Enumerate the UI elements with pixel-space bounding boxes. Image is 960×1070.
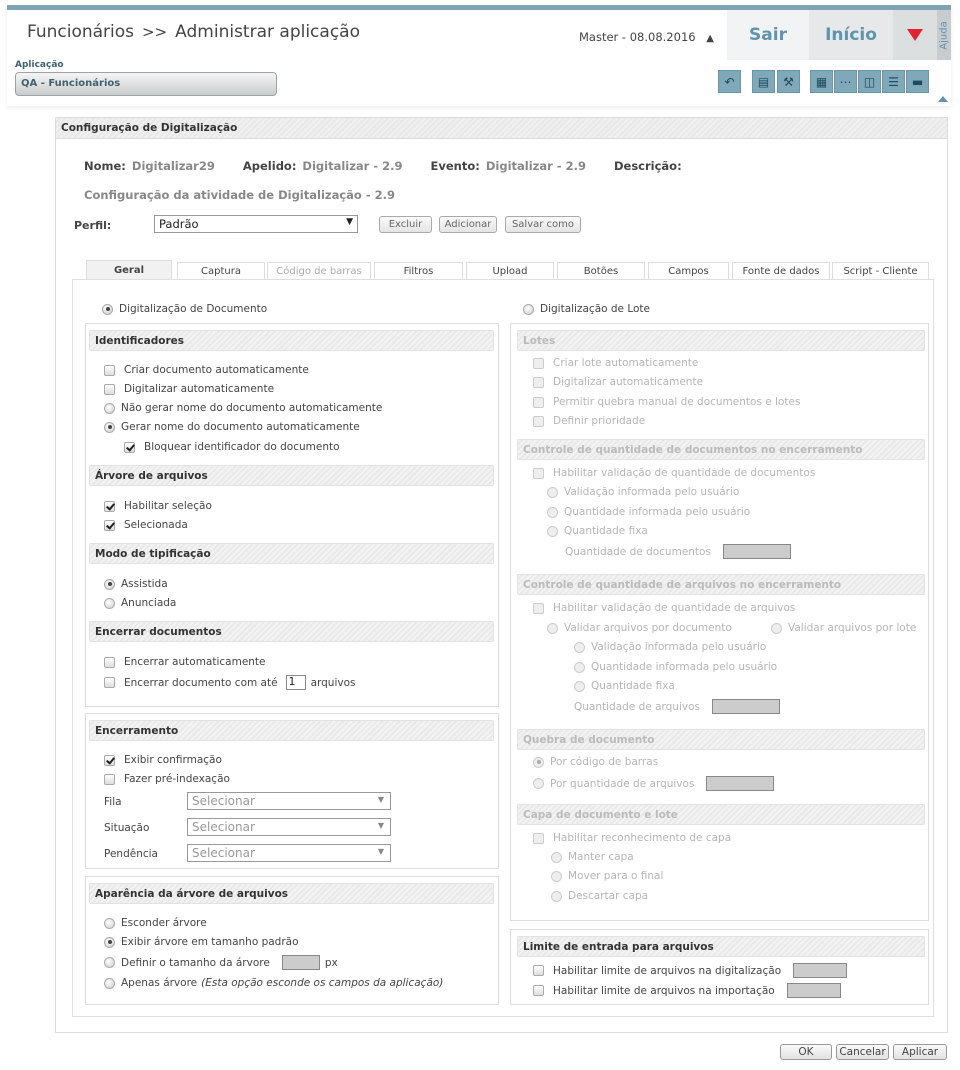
fila-select[interactable]: Selecionar ▼: [187, 792, 391, 810]
user-icon: ▲: [706, 33, 714, 44]
radio-arq-qtd-usuario[interactable]: Quantidade informada pelo usuário: [574, 661, 777, 673]
checkbox-criar-lote[interactable]: Criar lote automaticamente: [533, 357, 698, 369]
section-encerrar-documentos: Encerrar documentos: [89, 621, 494, 642]
radio-icon: [523, 304, 534, 315]
radio-manter-capa[interactable]: Manter capa: [551, 851, 634, 863]
tab-geral[interactable]: Geral: [86, 260, 172, 280]
fila-label: Fila: [104, 796, 122, 808]
chevron-down-icon: ▼: [377, 847, 384, 856]
radio-arq-qtd-fixa[interactable]: Quantidade fixa: [574, 680, 675, 692]
page-title: [27, 22, 360, 42]
radio-gerar-nome[interactable]: Gerar nome do documento automaticamente: [104, 421, 360, 433]
radio-anunciada[interactable]: Anunciada: [104, 597, 176, 609]
breadcrumb-page: Administrar aplicação: [175, 22, 360, 42]
application-bar: [7, 60, 951, 106]
checkbox-icon: [533, 416, 544, 427]
excluir-button[interactable]: Excluir: [379, 216, 432, 233]
checkbox-icon: [533, 603, 544, 614]
radio-icon: [547, 623, 558, 634]
checkbox-habilitar-selecao[interactable]: Habilitar seleção: [104, 500, 212, 512]
triangle-down-icon: [907, 29, 923, 41]
cancelar-button[interactable]: Cancelar: [836, 1044, 889, 1060]
checkbox-icon: [104, 365, 115, 376]
undo-icon[interactable]: ↶: [718, 70, 741, 93]
radio-icon: [574, 662, 585, 673]
radio-por-quantidade-arquivos[interactable]: Por quantidade de arquivos: [533, 776, 774, 791]
checkbox-pre-indexacao[interactable]: Fazer pré-indexação: [104, 773, 230, 785]
radio-icon: [547, 526, 558, 537]
radio-icon: [574, 681, 585, 692]
keyboard-icon[interactable]: ▬: [906, 70, 929, 93]
qtd-arquivos-field: Quantidade de arquivos: [574, 699, 780, 714]
checkbox-icon: [533, 985, 544, 996]
qtd-documentos-field: Quantidade de documentos: [565, 544, 791, 559]
checkbox-digitalizar-automaticamente[interactable]: Digitalizar automaticamente: [104, 383, 274, 395]
checkbox-definir-prioridade[interactable]: Definir prioridade: [533, 415, 645, 427]
descricao-value: Configuração da atividade de Digitalização - 2.9: [84, 188, 395, 202]
limite-entrada-group: [510, 929, 929, 1005]
evento-label: Evento:: [430, 159, 480, 173]
checkbox-icon: [533, 397, 544, 408]
checkbox-icon: [104, 657, 115, 668]
breadcrumb-separator: >>: [142, 23, 168, 41]
application-label: Aplicação: [15, 60, 64, 70]
pendencia-label: Pendência: [104, 848, 158, 860]
radio-nao-gerar-nome[interactable]: Não gerar nome do documento automaticamente: [104, 402, 382, 414]
checkbox-bloquear-identificador[interactable]: Bloquear identificador do documento: [124, 441, 340, 453]
section-controle-documentos: Controle de quantidade de documentos no encerramento: [517, 439, 925, 460]
tab-script-cliente[interactable]: Script - Cliente: [832, 262, 929, 279]
tab-botoes[interactable]: Botões: [557, 262, 645, 279]
section-aparencia-arvore: Aparência da árvore de arquivos: [89, 883, 494, 904]
radio-icon: [574, 642, 585, 653]
radio-selected-icon: [102, 304, 113, 315]
radio-validar-por-documento[interactable]: Validar arquivos por documento: [547, 622, 732, 634]
apelido-label: Apelido:: [242, 159, 297, 173]
radio-descartar-capa[interactable]: Descartar capa: [551, 890, 648, 902]
radio-icon: [547, 507, 558, 518]
radio-validar-por-lote[interactable]: Validar arquivos por lote: [771, 622, 916, 634]
perfil-value: Padrão: [159, 217, 199, 231]
section-controle-arquivos: Controle de quantidade de arquivos no encerramento: [517, 574, 925, 595]
section-quebra-documento: Quebra de documento: [517, 729, 925, 750]
encerrar-qtd-input[interactable]: 1: [286, 675, 306, 690]
menu-dropdown-button[interactable]: [893, 10, 937, 60]
checkbox-checked-icon: [104, 520, 115, 531]
tab-filtros[interactable]: Filtros: [374, 262, 463, 279]
aplicar-button[interactable]: Aplicar: [893, 1044, 947, 1060]
checkbox-icon: [104, 384, 115, 395]
radio-icon: [104, 978, 115, 989]
checkbox-habilitar-capa[interactable]: Habilitar reconhecimento de capa: [533, 832, 731, 844]
aparencia-group: [85, 876, 499, 1005]
inicio-button[interactable]: Início: [809, 10, 893, 60]
tab-fonte-de-dados[interactable]: Fonte de dados: [732, 262, 830, 279]
section-lotes: Lotes: [517, 330, 925, 351]
qtd-documentos-input[interactable]: [723, 544, 791, 559]
nome-label: Nome:: [84, 159, 126, 173]
radio-icon: [104, 403, 115, 414]
section-identificadores: Identificadores: [89, 330, 494, 351]
pages-icon[interactable]: ◫: [858, 70, 881, 93]
checkbox-icon: [104, 774, 115, 785]
checkbox-habilitar-validacao-documentos[interactable]: Habilitar validação de quantidade de documentos: [533, 467, 815, 479]
panel-title: Configuração de Digitalização: [56, 118, 947, 139]
checkbox-encerrar-automaticamente[interactable]: Encerrar automaticamente: [104, 656, 266, 668]
tab-captura[interactable]: Captura: [177, 262, 265, 279]
ajuda-button[interactable]: [937, 10, 951, 60]
evento-value: Digitalizar - 2.9: [485, 159, 586, 173]
checkbox-selecionada[interactable]: Selecionada: [104, 519, 188, 531]
checkbox-limite-digitalizacao[interactable]: Habilitar limite de arquivos na digitalização: [533, 963, 847, 978]
chevron-down-icon: ▼: [346, 217, 353, 227]
dots-line-icon[interactable]: ⋯: [834, 70, 857, 93]
radio-icon: [551, 852, 562, 863]
qtd-arquivos-input[interactable]: [712, 699, 780, 714]
checkbox-icon: [533, 468, 544, 479]
nome-value: Digitalizar29: [131, 159, 215, 173]
chevron-down-icon: ▼: [377, 821, 384, 830]
radio-selected-icon: [104, 579, 115, 590]
radio-por-codigo-barras[interactable]: Por código de barras: [533, 756, 658, 768]
radio-esconder-arvore[interactable]: Esconder árvore: [104, 917, 207, 929]
encerramento-group: [85, 713, 499, 869]
application-select[interactable]: QA - Funcionários: [15, 72, 277, 96]
breadcrumb-root[interactable]: Funcionários: [27, 22, 135, 42]
tools-icon[interactable]: ⚒: [777, 70, 800, 93]
salvar-como-button[interactable]: Salvar como: [505, 216, 581, 233]
perfil-select[interactable]: [154, 215, 358, 233]
checkbox-lote-digitalizar-auto[interactable]: Digitalizar automaticamente: [533, 376, 703, 388]
section-capa: Capa de documento e lote: [517, 804, 925, 825]
sair-button[interactable]: Sair: [727, 10, 809, 60]
checkbox-limite-importacao[interactable]: Habilitar limite de arquivos na importação: [533, 983, 841, 998]
checkbox-icon: [533, 833, 544, 844]
grid-icon[interactable]: ▦: [810, 70, 833, 93]
checkbox-icon: [533, 358, 544, 369]
radio-digitalizacao-lote[interactable]: Digitalização de Lote: [523, 303, 650, 315]
perfil-label: Perfil:: [74, 219, 112, 232]
checkbox-icon: [533, 377, 544, 388]
checkbox-checked-icon: [124, 442, 135, 453]
document-options-group: [85, 323, 499, 707]
radio-icon: [547, 487, 558, 498]
checkbox-checked-icon: [104, 501, 115, 512]
list-icon[interactable]: ☰: [882, 70, 905, 93]
radio-icon: [551, 891, 562, 902]
tab-upload[interactable]: Upload: [466, 262, 554, 279]
checkbox-criar-documento[interactable]: Criar documento automaticamente: [104, 364, 309, 376]
user-info: [579, 30, 714, 44]
chevron-down-icon: ▼: [377, 795, 384, 804]
section-encerramento: Encerramento: [89, 720, 494, 741]
situacao-label: Situação: [104, 822, 150, 834]
radio-selected-icon: [533, 757, 544, 768]
checkbox-icon: [104, 677, 115, 688]
radio-docs-qtd-usuario[interactable]: Quantidade informada pelo usuário: [547, 506, 750, 518]
radio-selected-icon: [104, 937, 115, 948]
limite-importacao-input[interactable]: [787, 983, 841, 998]
radio-mover-final[interactable]: Mover para o final: [551, 870, 663, 882]
tab-codigo-de-barras[interactable]: Código de barras: [267, 262, 371, 279]
situacao-select[interactable]: Selecionar ▼: [187, 818, 391, 836]
section-modo-de-tipificacao: Modo de tipificação: [89, 543, 494, 564]
quebra-qtd-input[interactable]: [706, 776, 774, 791]
limite-digitalizacao-input[interactable]: [793, 963, 847, 978]
tab-content-geral: [72, 279, 934, 1017]
checkbox-icon: [533, 965, 544, 976]
radio-docs-qtd-fixa[interactable]: Quantidade fixa: [547, 525, 648, 537]
top-bar: [7, 5, 951, 60]
radio-arq-validacao-usuario[interactable]: Validação informada pelo usuário: [574, 641, 766, 653]
radio-selected-icon: [104, 422, 115, 433]
tab-campos[interactable]: Campos: [648, 262, 729, 279]
radio-icon: [551, 871, 562, 882]
radio-apenas-arvore[interactable]: Apenas árvore (Esta opção esconde os campos da aplicação): [104, 977, 443, 989]
checkbox-checked-icon: [104, 755, 115, 766]
activity-meta: [84, 159, 682, 173]
checkbox-quebra-manual[interactable]: Permitir quebra manual de documentos e lotes: [533, 396, 800, 408]
radio-icon: [104, 598, 115, 609]
radio-digitalizacao-documento[interactable]: Digitalização de Documento: [102, 303, 267, 315]
adicionar-button[interactable]: Adicionar: [439, 216, 497, 233]
section-arvore-de-arquivos: Árvore de arquivos: [89, 465, 494, 486]
checkbox-encerrar-com-ate[interactable]: Encerrar documento com até 1 arquivos: [104, 675, 356, 690]
user-date-label: Master - 08.08.2016: [579, 30, 696, 44]
radio-assistida[interactable]: Assistida: [104, 578, 168, 590]
document-icon[interactable]: ▤: [752, 70, 775, 93]
radio-icon: [104, 918, 115, 929]
radio-definir-tamanho[interactable]: Definir o tamanho da árvore px: [104, 955, 338, 970]
radio-icon: [771, 623, 782, 634]
section-limite-entrada: Limite de entrada para arquivos: [517, 936, 925, 957]
checkbox-habilitar-validacao-arquivos[interactable]: Habilitar validação de quantidade de arquivos: [533, 602, 795, 614]
configuration-panel: [55, 117, 948, 1033]
descricao-label: Descrição:: [613, 159, 682, 173]
ajuda-label: Ajuda: [938, 20, 950, 50]
checkbox-exibir-confirmacao[interactable]: Exibir confirmação: [104, 754, 222, 766]
lote-options-group: [510, 323, 929, 921]
radio-icon: [104, 957, 115, 968]
collapse-toolbar-icon[interactable]: [938, 96, 948, 102]
tamanho-arvore-input[interactable]: [282, 955, 320, 970]
ok-button[interactable]: OK: [780, 1044, 832, 1060]
apelido-value: Digitalizar - 2.9: [302, 159, 403, 173]
pendencia-select[interactable]: Selecionar ▼: [187, 844, 391, 862]
radio-exibir-arvore-padrao[interactable]: Exibir árvore em tamanho padrão: [104, 936, 299, 948]
radio-docs-validacao-usuario[interactable]: Validação informada pelo usuário: [547, 486, 739, 498]
radio-icon: [533, 778, 544, 789]
